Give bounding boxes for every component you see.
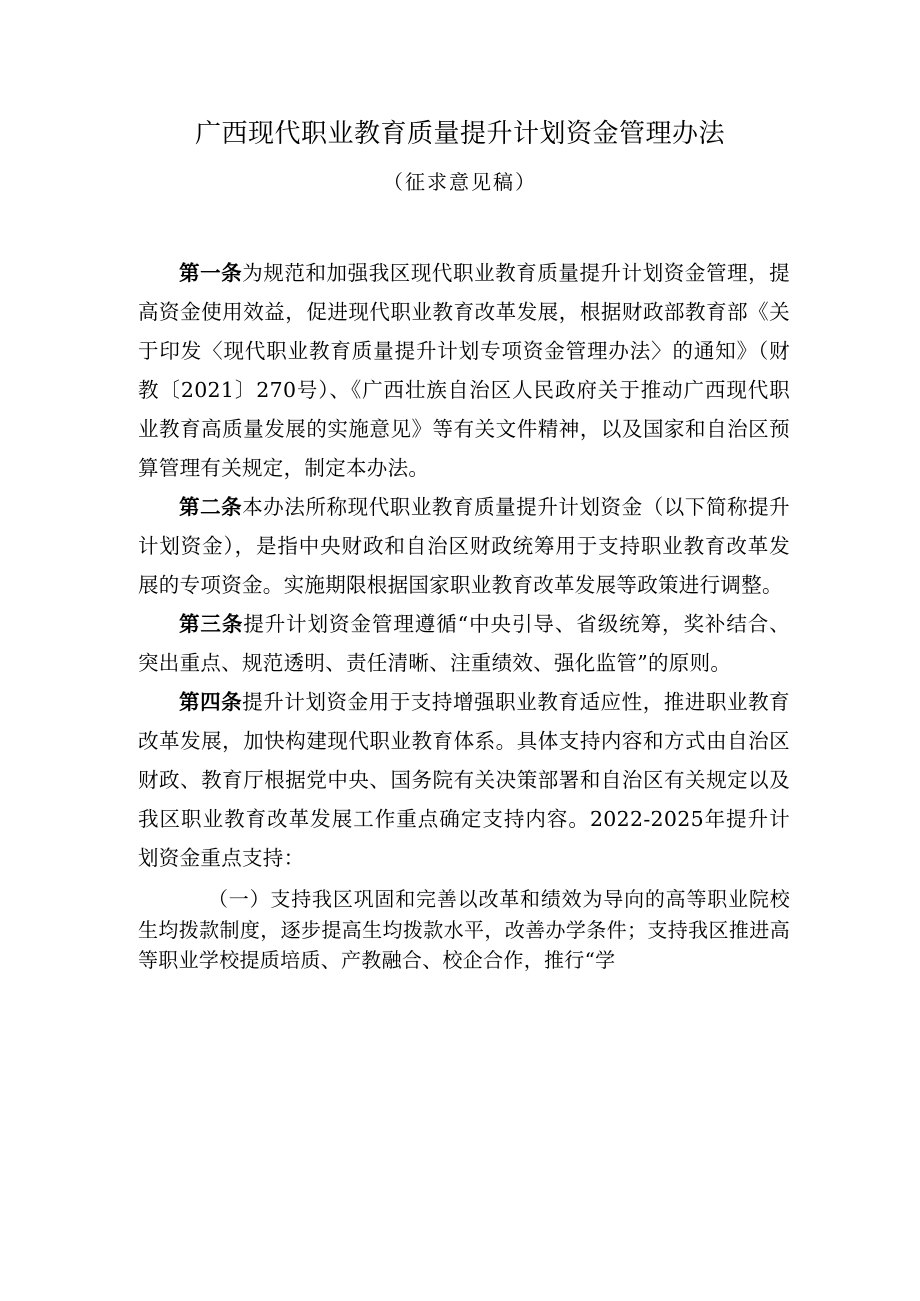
article-4-label: 第四条 (179, 690, 243, 714)
article-3-text: 提升计划资金管理遵循“中央引导、省级统筹，奖补结合、突出重点、规范透明、责任清晰、注重绩效、强化监管”的原则。 (138, 612, 790, 675)
article-2-text: 本办法所称现代职业教育质量提升计划资金（以下简称提升计划资金），是指中央财政和自治区财政统筹用于支持职业教育改革发展的专项资金。实施期限根据国家职业教育改革发展等政策进行调整。 (138, 495, 790, 597)
article-1 (138, 254, 790, 488)
article-1-text: 为规范和加强我区现代职业教育质量提升计划资金管理，提高资金使用效益，促进现代职业教育改革发展，根据财政部教育部《关于印发〈现代职业教育质量提升计划专项资金管理办法〉的通知》（财教〔2021〕270号）、《广西壮族自治区人民政府关于推动广西现代职业教育高质量发展的实施意见》等有关文件精神，以及国家和自治区预算管理有关规定，制定本办法。 (138, 261, 790, 480)
article-3-label: 第三条 (179, 612, 244, 636)
article-1-label: 第一条 (179, 261, 243, 285)
article-2 (138, 488, 790, 605)
document-body (138, 254, 790, 976)
article-4-item-1: （一）支持我区巩固和完善以改革和绩效为导向的高等职业院校生均拨款制度，逐步提高生均拨款水平，改善办学条件；支持我区推进高等职业学校提质培质、产教融合、校企合作，推行“学 (138, 887, 790, 972)
document-subtitle: （征求意见稿） (383, 170, 537, 194)
article-4-text: 提升计划资金用于支持增强职业教育适应性，推进职业教育改革发展，加快构建现代职业教育体系。具体支持内容和方式由自治区财政、教育厅根据党中央、国务院有关决策部署和自治区有关规定以及我区职业教育改革发展工作重点确定支持内容。2022-2025年提升计划资金重点支持： (138, 690, 790, 870)
article-2-label: 第二条 (179, 495, 243, 519)
document-title: 广西现代职业教育质量提升计划资金管理办法 (194, 119, 725, 149)
article-4 (138, 683, 790, 878)
article-3 (138, 605, 790, 683)
